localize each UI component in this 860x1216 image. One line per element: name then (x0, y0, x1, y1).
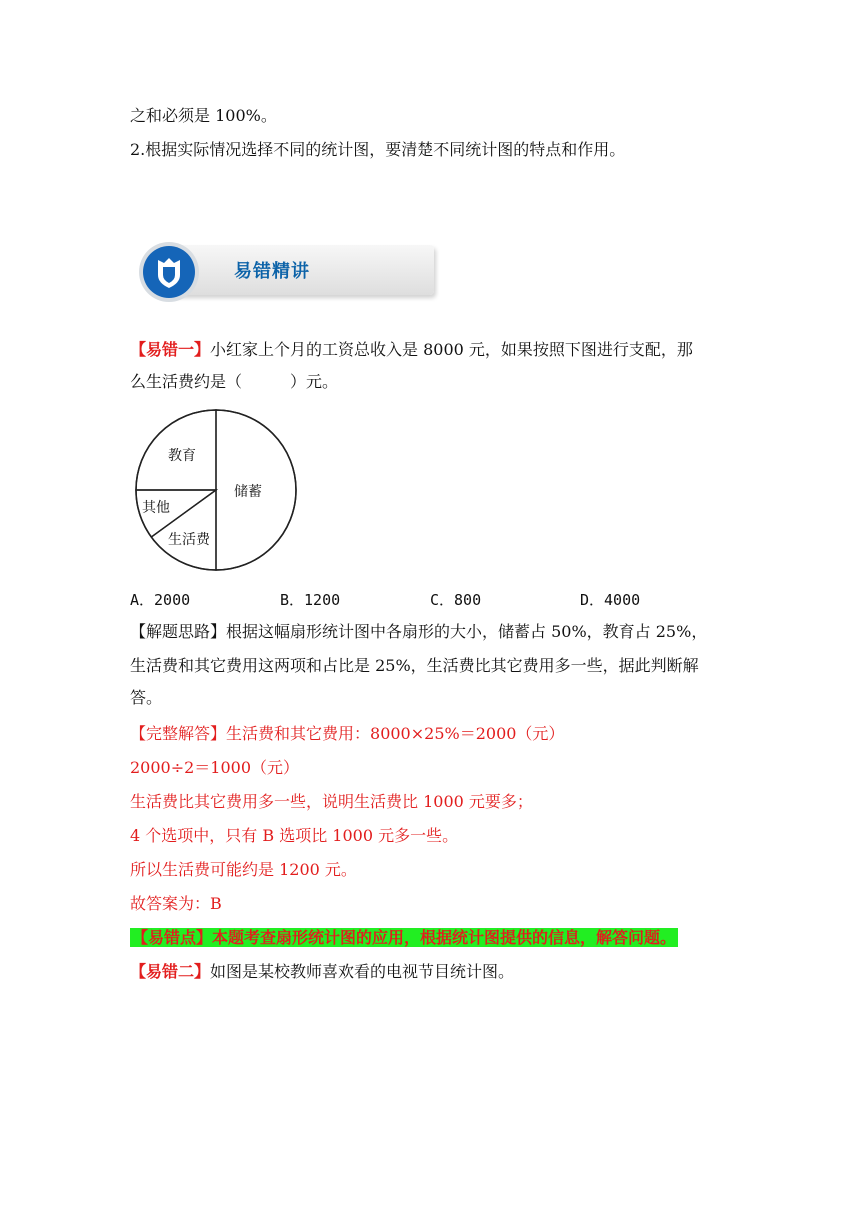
section-banner (138, 241, 436, 303)
question-1-text-a: 小红家上个月的工资总收入是 8000 元，如果按照下图进行支配，那 (210, 340, 693, 359)
pie-slice-label: 其他 (142, 500, 170, 516)
key-point-highlight: 【易错点】本题考查扇形统计图的应用，根据统计图提供的信息，解答问题。 (132, 928, 677, 947)
pie-chart (130, 408, 302, 572)
pie-slice-label: 教育 (168, 448, 196, 464)
question-2-line (130, 960, 514, 984)
intro-line-1: 之和必须是 100%。 (130, 106, 277, 125)
solution-line-3: 生活费比其它费用多一些，说明生活费比 1000 元要多； (130, 792, 533, 811)
analysis-tag: 【解题思路】 (130, 622, 227, 641)
question-1-line-1 (130, 338, 693, 362)
question-1-tag: 【易错一】 (130, 340, 211, 359)
analysis-line-2: 生活费和其它费用这两项和占比是 25%，生活费比其它费用多一些，据此判断解 (130, 656, 699, 675)
question-1-text-b: 么生活费约是（ ）元。 (130, 372, 339, 391)
analysis-line-1 (130, 620, 707, 644)
solution-line-1 (130, 722, 564, 746)
pie-slice-label: 生活费 (168, 532, 210, 548)
option-a: A．2000 (130, 591, 191, 609)
solution-line-5: 所以生活费可能约是 1200 元。 (130, 860, 357, 879)
pie-slice-label: 储蓄 (234, 484, 262, 500)
intro-line-2: 2.根据实际情况选择不同的统计图，要清楚不同统计图的特点和作用。 (130, 140, 626, 159)
solution-line-4: 4 个选项中，只有 B 选项比 1000 元多一些。 (130, 826, 459, 845)
option-d: D．4000 (580, 591, 641, 609)
analysis-line-3: 答。 (130, 688, 163, 707)
solution-line-2: 2000÷2＝1000（元） (130, 758, 300, 777)
banner-title: 易错精讲 (234, 261, 310, 282)
solution-tag: 【完整解答】 (130, 724, 227, 743)
solution-line-6: 故答案为：B (130, 894, 222, 913)
solution-text-1: 生活费和其它费用：8000×25%＝2000（元） (226, 724, 565, 743)
key-point-line (130, 926, 678, 950)
analysis-text-1: 根据这幅扇形统计图中各扇形的大小，储蓄占 50%，教育占 25%， (226, 622, 708, 641)
question-2-tag: 【易错二】 (130, 962, 211, 981)
option-b: B．1200 (280, 591, 341, 609)
question-2-text: 如图是某校教师喜欢看的电视节目统计图。 (210, 962, 515, 981)
shield-badge-icon (138, 241, 200, 303)
option-c: C．800 (430, 591, 482, 609)
